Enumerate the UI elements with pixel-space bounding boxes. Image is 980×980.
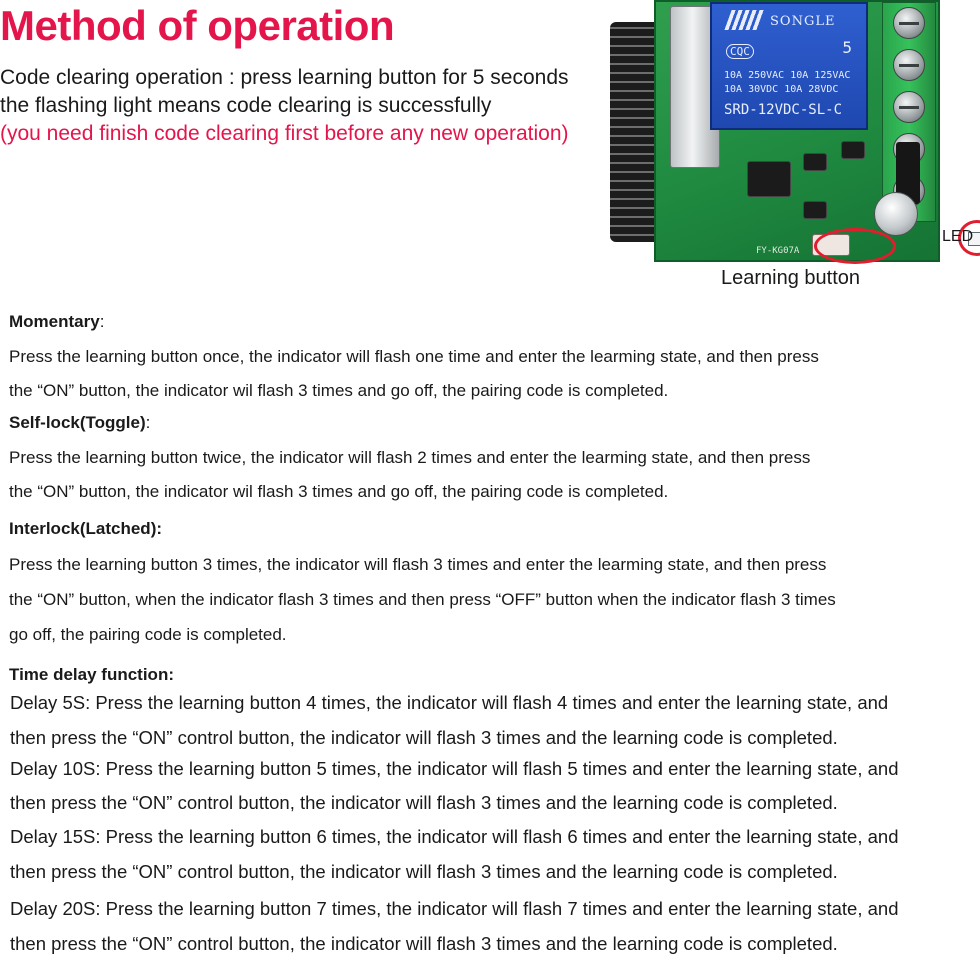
intro-warning-note: (you need finish code clearing first before any new operation) <box>0 122 569 145</box>
relay-brand: SONGLE <box>770 14 836 29</box>
selflock-line-2: the “ON” button, the indicator wil flash 3 times and go off, the pairing code is completed. <box>9 482 669 501</box>
section-heading-interlock: Interlock(Latched): <box>9 519 163 538</box>
interlock-line-1: Press the learning button 3 times, the indicator will flash 3 times and enter the learming state, and then press <box>9 555 827 574</box>
relay-cert: CQC <box>726 44 754 59</box>
delay-15s-line-1: Delay 15S: Press the learning button 6 times, the indicator will flash 6 times and enter the learning state, and <box>10 826 899 847</box>
delay-5s-line-1: Delay 5S: Press the learning button 4 times, the indicator will flash 4 times and enter the learning state, and <box>10 692 889 713</box>
ic-chip <box>748 162 790 196</box>
capacitor <box>874 192 918 236</box>
pcb-board <box>654 0 940 262</box>
heading-text: Momentary <box>9 312 100 331</box>
led-label: LED <box>942 228 974 245</box>
section-heading-timedelay: Time delay function: <box>9 665 174 684</box>
screw-terminal-icon <box>893 91 925 123</box>
relay-model: SRD-12VDC-SL-C <box>724 102 843 118</box>
momentary-line-1: Press the learning button once, the indicator will flash one time and enter the learming state, and then press <box>9 347 819 366</box>
heading-text: Self-lock(Toggle) <box>9 413 146 432</box>
momentary-line-2: the “ON” button, the indicator wil flash 3 times and go off, the pairing code is completed. <box>9 381 669 400</box>
relay-spec-dc: 10A 30VDC 10A 28VDC <box>724 84 839 95</box>
delay-10s-line-2: then press the “ON” control button, the indicator will flash 3 times and the learning code is completed. <box>10 792 838 813</box>
heading-colon: : <box>145 413 151 432</box>
section-heading-selflock <box>9 413 150 433</box>
relay-spec-ac: 10A 250VAC 10A 125VAC <box>724 70 851 81</box>
transistor <box>804 154 826 170</box>
receiver-board-illustration <box>598 0 980 300</box>
learning-button-label: Learning button <box>721 267 861 289</box>
heading-colon: : <box>99 312 105 331</box>
relay-rating-count: 5 <box>842 38 852 57</box>
delay-20s-line-1: Delay 20S: Press the learning button 7 times, the indicator will flash 7 times and enter the learning state, and <box>10 898 899 919</box>
delay-10s-line-1: Delay 10S: Press the learning button 5 times, the indicator will flash 5 times and enter the learning state, and <box>10 758 899 779</box>
interlock-line-3: go off, the pairing code is completed. <box>9 625 287 644</box>
relay-logo-icon <box>724 10 765 30</box>
interlock-line-2: the “ON” button, when the indicator flash 3 times and then press “OFF” button when the indicator flash 3 times <box>9 590 836 609</box>
relay <box>710 2 868 130</box>
delay-20s-line-2: then press the “ON” control button, the indicator will flash 3 times and the learning code is completed. <box>10 933 838 954</box>
transistor <box>804 202 826 218</box>
intro-code-clearing: Code clearing operation : press learning button for 5 seconds <box>0 66 569 89</box>
delay-5s-line-2: then press the “ON” control button, the indicator will flash 3 times and the learning code is completed. <box>10 727 838 748</box>
selflock-line-1: Press the learning button twice, the indicator will flash 2 times and enter the learming state, and then press <box>9 448 811 467</box>
intro-flashing-light: the flashing light means code clearing is successfully <box>0 94 492 117</box>
screw-terminal-icon <box>893 49 925 81</box>
delay-15s-line-2: then press the “ON” control button, the indicator will flash 3 times and the learning code is completed. <box>10 861 838 882</box>
screw-terminal-icon <box>893 7 925 39</box>
transistor <box>842 142 864 158</box>
page-title: Method of operation <box>0 2 395 49</box>
learning-button-highlight <box>814 228 896 264</box>
section-heading-momentary <box>9 312 104 332</box>
pcb-marking: FY-KG07A <box>756 246 800 256</box>
